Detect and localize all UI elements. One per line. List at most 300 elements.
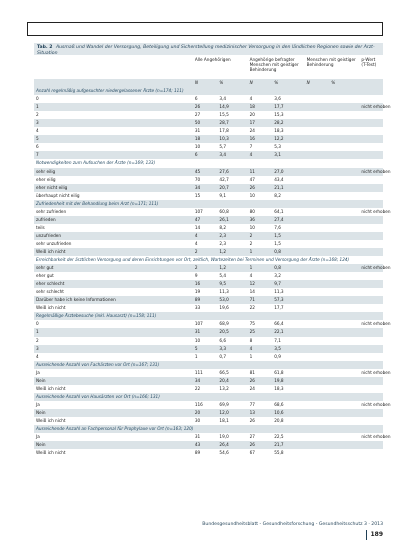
value-cell xyxy=(305,272,330,280)
section-title-row xyxy=(34,393,383,401)
value-cell xyxy=(305,449,330,457)
value-cell xyxy=(329,176,359,184)
value-cell xyxy=(305,409,330,417)
value-cell: 20,7 xyxy=(217,184,247,192)
value-cell: 2 xyxy=(248,232,273,240)
value-cell xyxy=(305,441,330,449)
value-cell xyxy=(305,385,330,393)
table-row xyxy=(34,449,383,457)
section-title: Regelmäßige Ärztebesuche (inkl. Hausarzt) (n=158; 111) xyxy=(34,312,383,320)
p-value-cell: nicht erhoben xyxy=(361,401,391,407)
value-cell xyxy=(305,280,330,288)
value-cell: 14 xyxy=(194,224,201,230)
value-cell: 13 xyxy=(248,409,273,417)
row-label: 1 xyxy=(34,328,193,336)
value-cell: 12,2 xyxy=(272,135,304,143)
value-cell xyxy=(329,192,359,200)
value-cell xyxy=(305,208,330,216)
value-cell: 8 xyxy=(249,337,253,343)
value-cell xyxy=(329,320,359,328)
value-cell: 28,2 xyxy=(272,119,304,127)
value-cell: 15,3 xyxy=(274,112,284,118)
p-value-cell xyxy=(359,224,383,232)
p-value-cell xyxy=(359,296,383,304)
table-subheader-row xyxy=(34,79,383,87)
value-cell: 1,5 xyxy=(272,232,304,240)
value-cell: 27 xyxy=(194,112,201,118)
value-cell xyxy=(305,417,330,425)
value-cell xyxy=(305,224,330,232)
value-cell: 24 xyxy=(249,385,255,391)
row-label: Ja xyxy=(36,401,40,407)
value-cell xyxy=(329,433,359,441)
value-cell: 5,7 xyxy=(219,144,227,150)
table-row xyxy=(34,232,383,240)
value-cell xyxy=(305,433,330,441)
value-cell: 33 xyxy=(194,305,201,311)
table-row xyxy=(34,441,383,449)
row-label: Weiß ich nicht xyxy=(34,248,193,256)
page-number: 189 xyxy=(370,531,383,538)
p-value-cell xyxy=(359,272,383,280)
value-cell: 28,7 xyxy=(217,119,247,127)
value-cell: 26 xyxy=(248,184,273,192)
subheader-cell: N xyxy=(193,79,218,87)
table-row xyxy=(34,304,383,312)
value-cell: 77 xyxy=(249,401,255,407)
row-label: unzufrieden xyxy=(34,232,193,240)
value-cell xyxy=(329,135,359,143)
value-cell xyxy=(329,151,359,159)
value-cell: 1,2 xyxy=(217,248,247,256)
value-cell xyxy=(329,264,359,272)
row-label: Nein xyxy=(34,441,193,449)
section-title-row xyxy=(34,425,383,433)
p-value-cell: nicht erhoben xyxy=(359,103,383,111)
row-label: 2 xyxy=(36,337,39,343)
value-cell: 16 xyxy=(248,135,273,143)
row-label: 2 xyxy=(36,112,39,118)
row-label: 0 xyxy=(36,96,39,102)
value-cell xyxy=(305,337,330,345)
value-cell: 68,9 xyxy=(219,321,229,327)
value-cell: 34 xyxy=(193,377,218,385)
value-cell: 8,2 xyxy=(274,192,281,198)
value-cell: 67 xyxy=(249,450,255,456)
table-row xyxy=(34,433,383,441)
value-cell xyxy=(305,320,330,328)
p-value-cell xyxy=(359,248,383,256)
value-cell: 20,8 xyxy=(274,417,284,423)
value-cell: 22 xyxy=(194,385,201,391)
value-cell: 30 xyxy=(194,417,201,423)
row-label: eher schlecht xyxy=(34,280,193,288)
value-cell: 19,0 xyxy=(219,434,229,440)
value-cell: 11,3 xyxy=(274,289,284,295)
table-row xyxy=(34,328,383,336)
value-cell xyxy=(329,401,359,409)
value-cell: 19,6 xyxy=(219,305,229,311)
value-cell: 14,9 xyxy=(217,103,247,111)
p-value-cell xyxy=(359,135,383,143)
table-row xyxy=(34,135,383,143)
value-cell: 1 xyxy=(248,264,273,272)
value-cell: 26 xyxy=(248,377,273,385)
value-cell: 9 xyxy=(194,273,198,279)
table-row xyxy=(34,151,383,159)
section-title: Erreichbarkeit der ärztlichen Versorgung und deren Einrichtungen vor Ort, zeitlich, Wartezeiten bei Terminen und Versorgung der Ärzte (n=168; 124) xyxy=(36,257,350,263)
value-cell: 18,3 xyxy=(274,128,284,134)
value-cell: 17,8 xyxy=(219,128,229,134)
p-value-cell xyxy=(359,328,383,336)
table-row xyxy=(34,216,383,224)
p-value-cell xyxy=(359,441,383,449)
value-cell xyxy=(305,401,330,409)
value-cell: 31 xyxy=(194,434,201,440)
row-label: Nein xyxy=(34,377,193,385)
p-value-cell xyxy=(359,232,383,240)
row-label: Nein xyxy=(34,409,193,417)
value-cell: 7,6 xyxy=(274,224,281,230)
header-p-value: p-Wert (T-Test) xyxy=(361,57,377,67)
value-cell xyxy=(305,95,330,103)
value-cell xyxy=(305,369,330,377)
value-cell: 2 xyxy=(193,248,218,256)
value-cell: 0,9 xyxy=(274,353,281,359)
value-cell xyxy=(329,280,359,288)
value-cell xyxy=(305,168,330,176)
table-row xyxy=(34,111,383,119)
row-label: 6 xyxy=(36,144,39,150)
document-table-region xyxy=(34,43,391,457)
value-cell: 14 xyxy=(249,289,255,295)
value-cell: 27,6 xyxy=(217,168,247,176)
table-row xyxy=(34,337,383,345)
value-cell: 7 xyxy=(249,144,253,150)
value-cell: 47 xyxy=(249,176,255,182)
value-cell: 54,6 xyxy=(219,450,229,456)
value-cell xyxy=(329,385,359,393)
table-row xyxy=(34,264,383,272)
value-cell: 18,3 xyxy=(274,385,284,391)
subheader-cell: % xyxy=(272,79,304,87)
value-cell: 20 xyxy=(193,409,218,417)
value-cell: 6 xyxy=(193,151,218,159)
value-cell xyxy=(305,119,330,127)
p-value-cell: nicht erhoben xyxy=(361,208,391,214)
row-label: Ja xyxy=(36,434,40,440)
row-label: 1 xyxy=(34,103,193,111)
value-cell: 10,6 xyxy=(272,409,304,417)
row-label: Darüber habe ich keine Informationen xyxy=(34,296,193,304)
value-cell: 1,5 xyxy=(274,240,281,246)
table-header-row xyxy=(34,55,383,79)
table-row xyxy=(34,280,383,288)
value-cell: 75 xyxy=(249,321,255,327)
p-value-cell xyxy=(359,176,383,184)
table-row xyxy=(34,417,383,425)
value-cell xyxy=(305,184,330,192)
p-value-cell xyxy=(359,377,383,385)
value-cell: 50 xyxy=(193,119,218,127)
value-cell xyxy=(305,353,330,361)
value-cell: 7,1 xyxy=(274,337,281,343)
section-title: Zufriedenheit mit der Behandlung beim Arzt (n=171; 111) xyxy=(34,200,383,208)
value-cell xyxy=(305,248,330,256)
p-value-cell xyxy=(359,111,383,119)
value-cell xyxy=(305,111,330,119)
value-cell: 5,4 xyxy=(219,273,227,279)
table-row xyxy=(34,377,383,385)
value-cell: 1 xyxy=(248,248,273,256)
table-row xyxy=(34,248,383,256)
value-cell: 16 xyxy=(193,280,218,288)
value-cell: 10 xyxy=(249,192,255,198)
row-label: überhaupt nicht eilig xyxy=(36,192,80,198)
p-value-cell: nicht erhoben xyxy=(361,369,391,375)
p-value-cell xyxy=(359,288,383,296)
section-title-row xyxy=(34,87,383,95)
value-cell: 71 xyxy=(248,296,273,304)
row-label: Weiß ich nicht xyxy=(36,417,66,423)
table-row xyxy=(34,143,383,151)
table-row xyxy=(34,296,383,304)
value-cell: 26 xyxy=(193,103,218,111)
table-row xyxy=(34,401,383,409)
top-header-box xyxy=(27,22,383,36)
value-cell xyxy=(329,216,359,224)
value-cell xyxy=(305,135,330,143)
header-relatives-of-respondents: Angehörige befragter Menschen mit geistiger Behinderung xyxy=(249,57,299,72)
value-cell xyxy=(329,143,359,151)
value-cell xyxy=(329,103,359,111)
section-title: Ausreichende Anzahl an Fachpersonal für Prophylaxe vor Ort (n=163; 120) xyxy=(34,425,383,433)
value-cell: 1 xyxy=(249,353,253,359)
value-cell: 81 xyxy=(249,369,255,375)
value-cell: 25 xyxy=(248,328,273,336)
subheader-cell: N xyxy=(305,79,330,87)
value-cell xyxy=(329,127,359,135)
value-cell: 89 xyxy=(193,296,218,304)
value-cell: 10 xyxy=(194,337,201,343)
table-row xyxy=(34,288,383,296)
value-cell xyxy=(329,449,359,457)
value-cell: 68,6 xyxy=(274,401,284,407)
value-cell: 70 xyxy=(194,176,201,182)
value-cell: 4 xyxy=(248,345,273,353)
value-cell xyxy=(329,248,359,256)
value-cell: 9,7 xyxy=(272,280,304,288)
p-value-cell xyxy=(359,119,383,127)
value-cell: 12,0 xyxy=(217,409,247,417)
value-cell xyxy=(329,409,359,417)
value-cell: 4 xyxy=(249,96,253,102)
value-cell: 12 xyxy=(248,280,273,288)
value-cell: 2 xyxy=(249,240,253,246)
value-cell: 26,4 xyxy=(217,441,247,449)
value-cell: 20,5 xyxy=(217,328,247,336)
value-cell: 66,4 xyxy=(274,321,284,327)
row-label: sehr schlecht xyxy=(36,289,64,295)
value-cell: 17 xyxy=(248,119,273,127)
p-value-cell xyxy=(359,184,383,192)
value-cell: 3,3 xyxy=(217,345,247,353)
value-cell: 60,8 xyxy=(219,208,229,214)
table-caption xyxy=(34,43,383,55)
value-cell xyxy=(305,240,330,248)
table-row xyxy=(34,409,383,417)
section-title-row xyxy=(34,159,383,167)
section-title-row xyxy=(34,200,383,208)
value-cell: 19 xyxy=(194,289,201,295)
p-value-cell xyxy=(359,385,383,393)
value-cell xyxy=(329,288,359,296)
table-row xyxy=(34,192,383,200)
value-cell xyxy=(305,304,330,312)
value-cell: 10,3 xyxy=(217,135,247,143)
value-cell xyxy=(329,208,359,216)
value-cell: 3,4 xyxy=(217,151,247,159)
row-label: sehr gut xyxy=(34,264,193,272)
value-cell xyxy=(329,111,359,119)
value-cell: 42,7 xyxy=(219,176,229,182)
table-row xyxy=(34,119,383,127)
value-cell xyxy=(329,119,359,127)
value-cell: 107 xyxy=(194,321,203,327)
value-cell: 5 xyxy=(193,345,218,353)
value-cell xyxy=(329,304,359,312)
value-cell: 4 xyxy=(249,273,253,279)
row-label: eher eilig xyxy=(36,176,56,182)
value-cell xyxy=(329,369,359,377)
value-cell: 10 xyxy=(194,144,201,150)
p-value-cell xyxy=(359,143,383,151)
value-cell: 21,1 xyxy=(272,184,304,192)
row-label: Weiß ich nicht xyxy=(36,305,66,311)
row-label: Weiß ich nicht xyxy=(36,450,66,456)
value-cell: 9,1 xyxy=(219,192,227,198)
value-cell xyxy=(305,345,330,353)
value-cell: 24 xyxy=(249,128,255,134)
table-row xyxy=(34,127,383,135)
row-label: zufrieden xyxy=(34,216,193,224)
value-cell xyxy=(329,272,359,280)
row-label: Ja xyxy=(36,369,40,375)
header-people-with-disability: Menschen mit geistiger Behinderung xyxy=(306,57,356,67)
value-cell xyxy=(305,127,330,135)
table-row xyxy=(34,103,383,111)
p-value-cell xyxy=(359,449,383,457)
value-cell xyxy=(329,240,359,248)
value-cell: 18 xyxy=(193,135,218,143)
row-label: eher gut xyxy=(36,273,54,279)
value-cell: 1,2 xyxy=(217,264,247,272)
value-cell: 8,2 xyxy=(219,224,227,230)
value-cell: 45 xyxy=(193,168,218,176)
p-value-cell: nicht erhoben xyxy=(359,168,383,176)
p-value-cell xyxy=(359,417,383,425)
value-cell xyxy=(305,296,330,304)
value-cell: 3,6 xyxy=(274,96,281,102)
value-cell: 26 xyxy=(249,417,255,423)
value-cell xyxy=(329,95,359,103)
value-cell: 80 xyxy=(249,208,255,214)
subheader-cell: N xyxy=(248,79,273,87)
table-row xyxy=(34,224,383,232)
value-cell: 22 xyxy=(249,305,255,311)
value-cell xyxy=(305,288,330,296)
value-cell: 31 xyxy=(193,328,218,336)
value-cell xyxy=(305,264,330,272)
value-cell: 55,8 xyxy=(274,450,284,456)
value-cell: 17,7 xyxy=(274,305,284,311)
value-cell xyxy=(329,417,359,425)
data-table xyxy=(34,55,391,457)
p-value-cell xyxy=(359,192,383,200)
value-cell: 66,5 xyxy=(219,369,229,375)
p-value-cell xyxy=(359,95,383,103)
table-row xyxy=(34,345,383,353)
value-cell xyxy=(329,224,359,232)
value-cell: 9,5 xyxy=(217,280,247,288)
value-cell xyxy=(329,184,359,192)
value-cell: 5,3 xyxy=(274,144,281,150)
p-value-cell xyxy=(359,337,383,345)
row-label: sehr unzufrieden xyxy=(36,240,72,246)
p-value-cell xyxy=(359,304,383,312)
value-cell: 0,7 xyxy=(219,353,227,359)
value-cell xyxy=(329,232,359,240)
value-cell: 20,4 xyxy=(217,377,247,385)
value-cell: 36 xyxy=(248,216,273,224)
footer-divider xyxy=(366,530,368,540)
value-cell xyxy=(305,151,330,159)
table-caption-label: Tab. 2 xyxy=(37,45,53,50)
value-cell: 11,3 xyxy=(219,289,229,295)
value-cell: 2 xyxy=(193,264,218,272)
row-label: sehr eilig xyxy=(34,168,193,176)
row-label: eher nicht eilig xyxy=(34,184,193,192)
value-cell xyxy=(329,377,359,385)
value-cell: 31 xyxy=(194,128,201,134)
row-label: sehr zufrieden xyxy=(36,208,67,214)
value-cell xyxy=(329,337,359,345)
subheader-cell: % xyxy=(217,79,247,87)
value-cell xyxy=(305,232,330,240)
value-cell: 1 xyxy=(194,353,198,359)
value-cell xyxy=(305,192,330,200)
p-value-cell xyxy=(359,345,383,353)
row-label: 4 xyxy=(36,128,39,134)
value-cell: 0,8 xyxy=(272,248,304,256)
table-row xyxy=(34,168,383,176)
table-row xyxy=(34,369,383,377)
value-cell xyxy=(305,216,330,224)
value-cell: 17,7 xyxy=(272,103,304,111)
value-cell: 116 xyxy=(194,401,203,407)
table-row xyxy=(34,353,383,361)
value-cell xyxy=(305,103,330,111)
table-row xyxy=(34,95,383,103)
section-title-row xyxy=(34,361,383,369)
value-cell: 69,9 xyxy=(219,401,229,407)
value-cell: 64,1 xyxy=(274,208,284,214)
value-cell: 3,4 xyxy=(219,96,227,102)
row-label: teils xyxy=(36,224,45,230)
value-cell xyxy=(305,176,330,184)
p-value-cell: nicht erhoben xyxy=(361,321,391,327)
value-cell xyxy=(329,353,359,361)
